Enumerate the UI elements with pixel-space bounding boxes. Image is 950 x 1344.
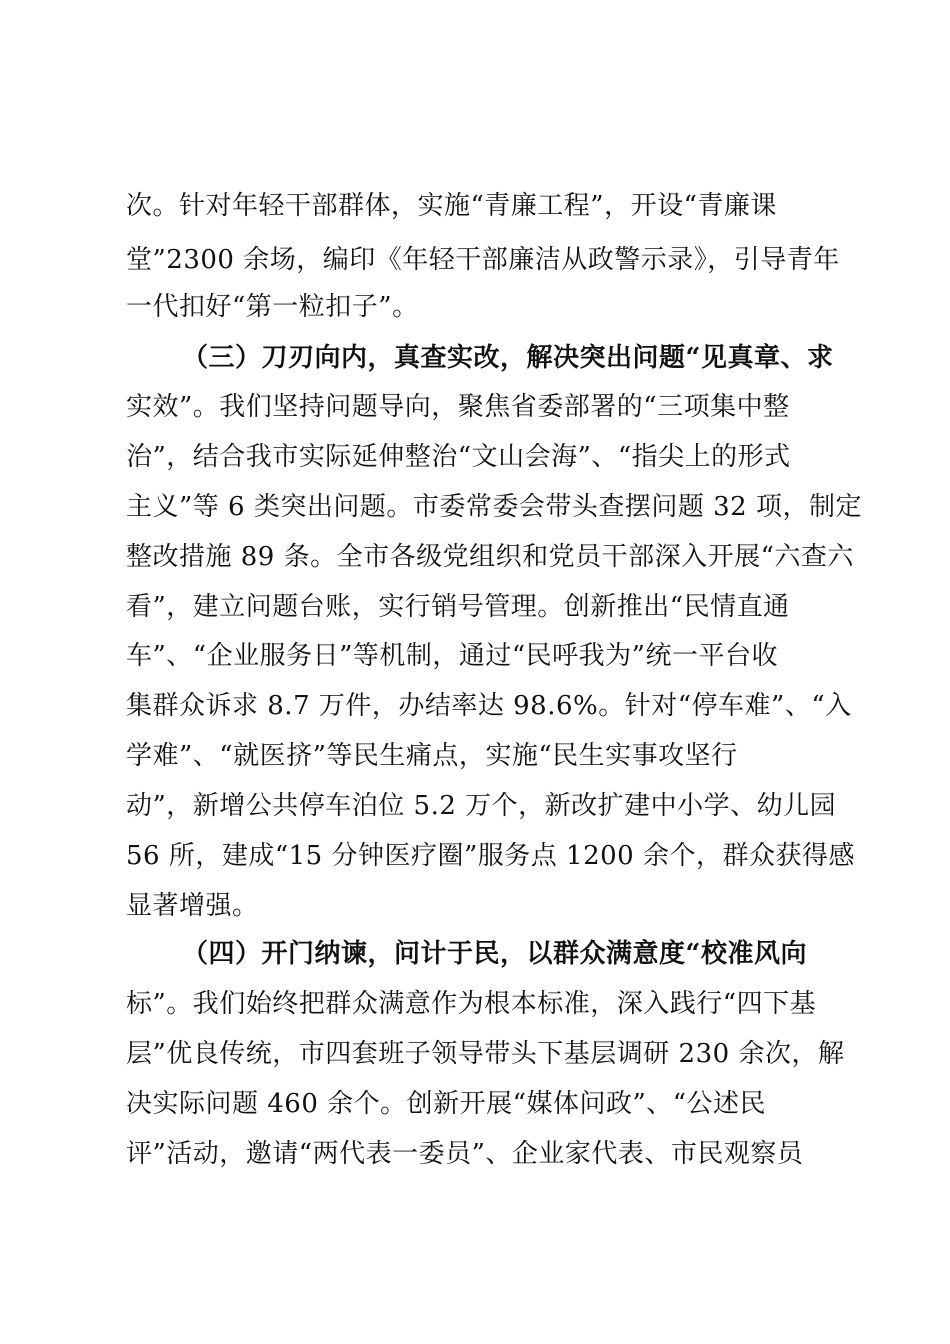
text-line: 显著增强。 — [126, 891, 259, 921]
text-line: 堂”2300 余场，编印《年轻干部廉洁从政警示录》，引导青年 — [126, 245, 840, 275]
text-line: 看”，建立问题台账，实行销号管理。创新推出“民情直通 — [126, 592, 790, 622]
text-line: 决实际问题 460 余个。创新开展“媒体问政”、“公述民 — [126, 1089, 767, 1119]
text-line: 评”活动，邀请“两代表一委员”、企业家代表、市民观察员 — [126, 1139, 804, 1169]
text-line: 一代扣好“第一粒扣子”。 — [126, 292, 419, 322]
text-line: 实效”。我们坚持问题导向，聚焦省委部署的“三项集中整 — [126, 392, 790, 422]
text-line: 集群众诉求 8.7 万件，办结率达 98.6%。针对“停车难”、“入 — [126, 691, 852, 721]
text-line: 层”优良传统，市四套班子领导带头下基层调研 230 余次，解 — [126, 1039, 845, 1069]
text-line: 学难”、“就医挤”等民生痛点，实施“民生实事攻坚行 — [126, 741, 738, 771]
text-line: 标”。我们始终把群众满意作为根本标准，深入践行“四下基 — [126, 989, 817, 1019]
text-line: 次。针对年轻干部群体，实施“青廉工程”，开设“青廉课 — [126, 191, 777, 221]
text-line: 车”、“企业服务日”等机制，通过“民呼我为”统一平台收 — [126, 641, 778, 671]
text-line: 治”，结合我市实际延伸整治“文山会海”、“指尖上的形式 — [126, 442, 791, 472]
section-heading-three: （三）刀刃向内，真查实改，解决突出问题“见真章、求 — [182, 343, 834, 373]
text-line: 整改措施 89 条。全市各级党组织和党员干部深入开展“六查六 — [126, 542, 854, 572]
section-heading-four: （四）开门纳谏，问计于民，以群众满意度“校准风向 — [182, 939, 807, 969]
text-line: 主义”等 6 类突出问题。市委常委会带头查摆问题 32 项，制定 — [126, 492, 862, 522]
text-line: 56 所，建成“15 分钟医疗圈”服务点 1200 余个，群众获得感 — [126, 841, 855, 871]
text-line: 动”，新增公共停车泊位 5.2 万个，新改扩建中小学、幼儿园 — [126, 791, 837, 821]
